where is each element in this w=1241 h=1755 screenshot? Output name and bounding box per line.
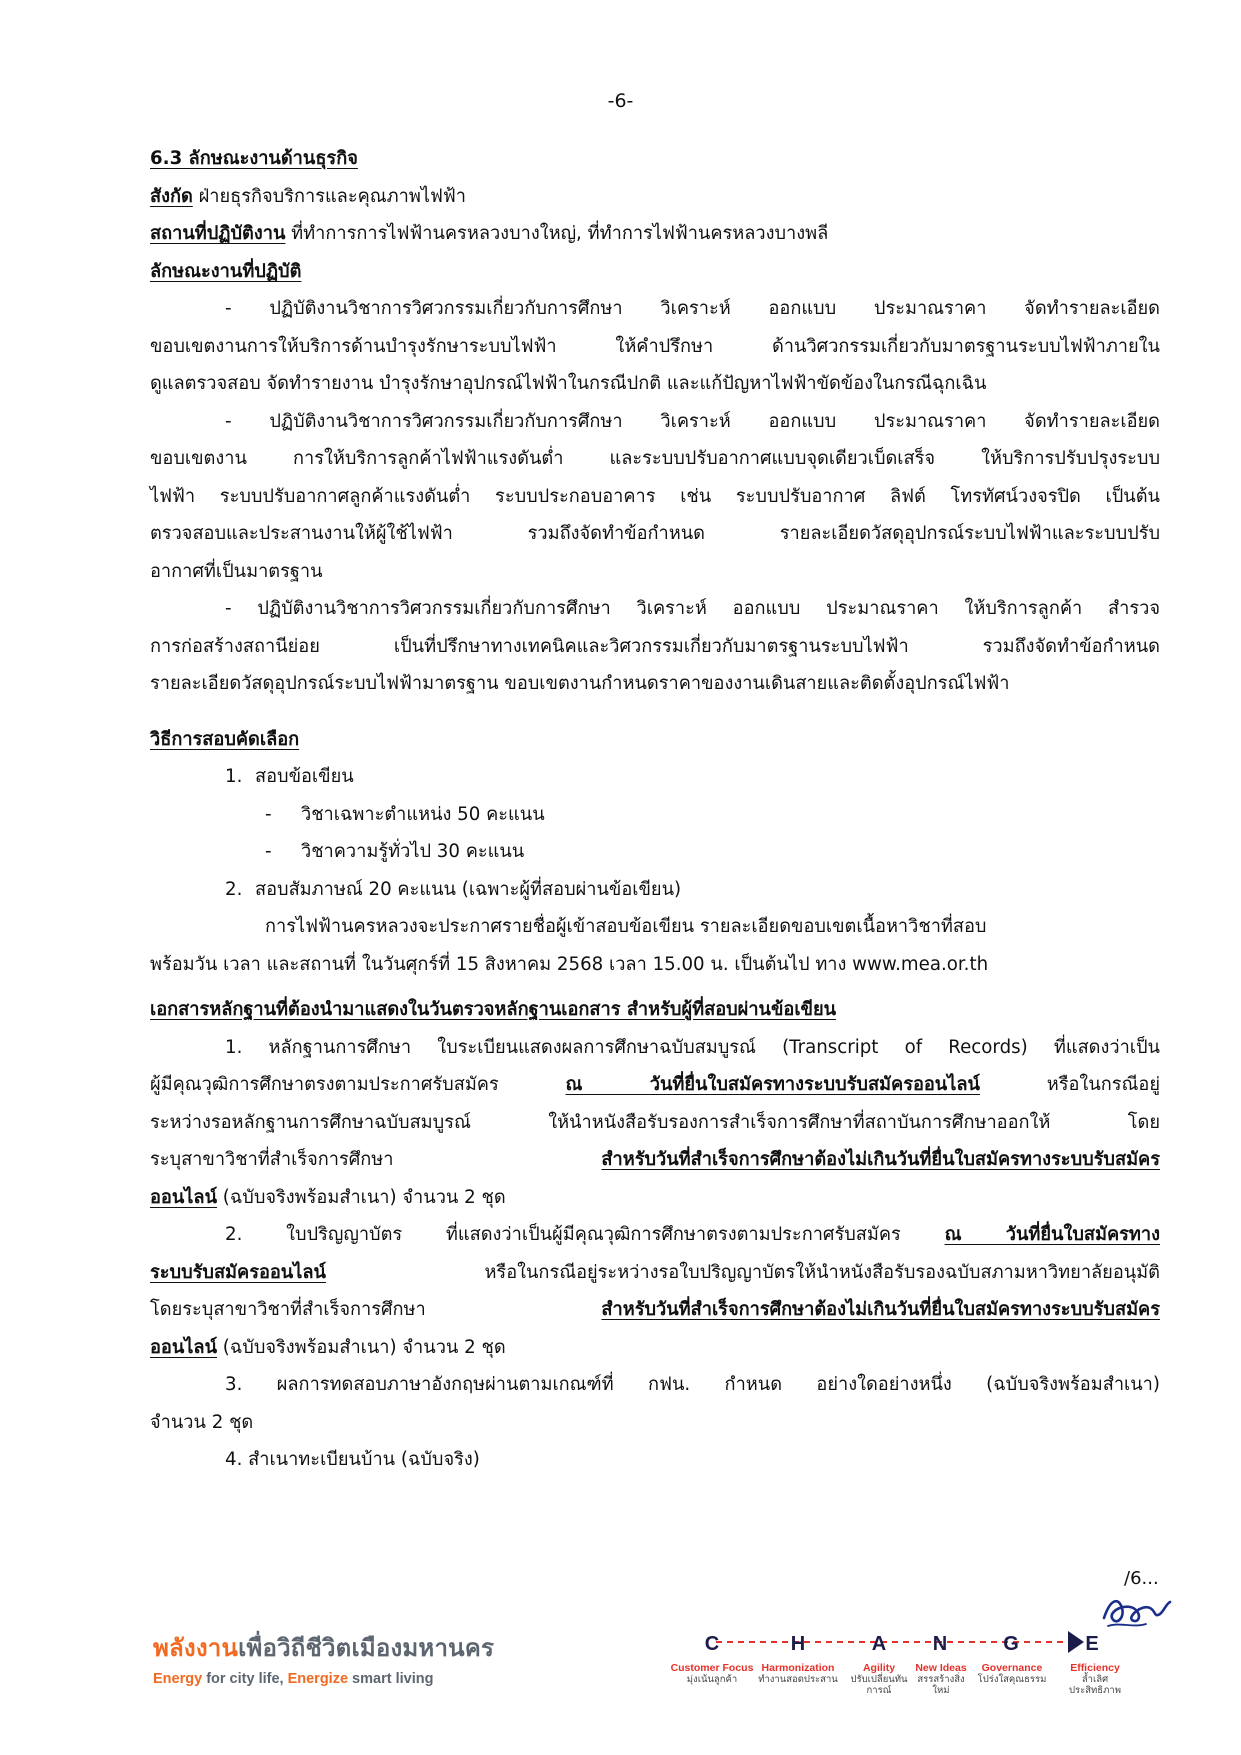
duty3-line2: การก่อสร้างสถานีย่อย เป็นที่ปรึกษาทางเทคนิคและวิศวกรรมเกี่ยวกับมาตรฐานระบบไฟฟ้า รวมถึงจัดทำข้อกำหนด <box>150 635 1160 657</box>
change-values-logo <box>670 1622 1136 1732</box>
change-letter-g: G <box>1003 1633 1019 1655</box>
doc3-line2: จำนวน 2 ชุด <box>150 1411 254 1433</box>
selection-item-2-number: 2. <box>225 878 243 900</box>
doc2-text: หรือในกรณีอยู่ระหว่างรอใบปริญญาบัตรให้นำหนังสือรับรองฉบับสภามหาวิทยาลัยอนุมัติ <box>325 1261 1160 1283</box>
brand-english-slogan <box>153 1671 494 1687</box>
location-value: ที่ทำการการไฟฟ้านครหลวงบางใหญ่, ที่ทำการไฟฟ้านครหลวงบางพลี <box>285 223 829 244</box>
doc2-line1 <box>150 1216 1160 1254</box>
announcement-line2: พร้อมวัน เวลา และสถานที่ ในวันศุกร์ที่ 15 สิงหาคม 2568 เวลา 15.00 น. เป็นต้นไป ทาง www.mea.or.th <box>150 953 989 975</box>
value-th: ปรับเปลี่ยนทันการณ์ <box>850 1674 908 1696</box>
value-th: ทำงานสอดประสาน <box>758 1674 838 1685</box>
page-number: -6- <box>607 90 634 112</box>
doc2-text: โดยระบุสาขาวิชาที่สำเร็จการศึกษา <box>150 1299 602 1320</box>
doc1-emphasis: สำหรับวันที่สำเร็จการศึกษาต้องไม่เกินวันที่ยื่นใบสมัครทางระบบรับสมัคร <box>601 1149 1160 1170</box>
affiliation-label: สังกัด <box>150 185 193 207</box>
value-en: Harmonization <box>761 1662 835 1674</box>
duty1-line2: ขอบเขตงานการให้บริการด้านบำรุงรักษาระบบไฟฟ้า ให้คำปรึกษา ด้านวิศวกรรมเกี่ยวกับมาตรฐานระบบไฟฟ้าภายใน <box>150 335 1160 357</box>
section-heading: 6.3 ลักษณะงานด้านธุรกิจ <box>150 148 358 169</box>
work-location <box>150 215 1160 253</box>
doc1-line5 <box>150 1179 1160 1217</box>
value-harmonization <box>756 1662 840 1685</box>
doc1-line2 <box>150 1066 1160 1104</box>
doc1-line3: ระหว่างรอหลักฐานการศึกษาฉบับสมบูรณ์ ให้นำหนังสือรับรองการสำเร็จการศึกษาที่สถาบันการศึกษาออกให้ โดย <box>150 1111 1160 1133</box>
doc1-text: ผู้มีคุณวุฒิการศึกษาตรงตามประกาศรับสมัคร <box>150 1074 566 1095</box>
documents-heading: เอกสารหลักฐานที่ต้องนำมาแสดงในวันตรวจหลักฐานเอกสาร สำหรับผู้ที่สอบผ่านข้อเขียน <box>150 999 837 1020</box>
value-efficiency <box>1062 1662 1128 1696</box>
doc2-emphasis: ออนไลน์ <box>150 1336 218 1358</box>
selection-sub-2-text: วิชาความรู้ทั่วไป 30 คะแนน <box>301 841 525 862</box>
duty1-line1: - ปฏิบัติงานวิชาการวิศวกรรมเกี่ยวกับการศึกษา วิเคราะห์ ออกแบบ ประมาณราคา จัดทำรายละเอียด <box>225 298 1160 319</box>
selection-item-1-number: 1. <box>225 766 243 787</box>
selection-heading: วิธีการสอบคัดเลือก <box>150 728 300 750</box>
change-letter-h: H <box>790 1633 806 1655</box>
brand-en-part: Energy <box>153 1671 203 1687</box>
affiliation <box>150 178 1160 216</box>
doc2-text: 2. ใบปริญญาบัตร ที่แสดงว่าเป็นผู้มีคุณวุฒิการศึกษาตรงตามประกาศรับสมัคร <box>225 1224 945 1245</box>
mea-brand <box>153 1628 494 1687</box>
doc2-line4 <box>150 1329 1160 1367</box>
brand-en-part: smart living <box>348 1671 434 1687</box>
value-th: โปร่งใสคุณธรรม <box>977 1674 1047 1685</box>
selection-sub-1-text: วิชาเฉพาะตำแหน่ง 50 คะแนน <box>301 803 545 825</box>
bullet-dash: - <box>265 841 272 862</box>
value-governance <box>976 1662 1048 1685</box>
value-new-ideas <box>912 1662 970 1696</box>
doc1-emphasis: ออนไลน์ <box>150 1186 218 1208</box>
value-th: ล้ำเลิศประสิทธิภาพ <box>1069 1674 1121 1696</box>
doc3-line1: 3. ผลการทดสอบภาษาอังกฤษผ่านตามเกณฑ์ที่ กฟน. กำหนด อย่างใดอย่างหนึ่ง (ฉบับจริงพร้อมสำเนา) <box>225 1374 1160 1395</box>
duty2-line2: ขอบเขตงาน การให้บริการลูกค้าไฟฟ้าแรงดันต่ำ และระบบปรับอากาศแบบจุดเดียวเบ็ดเสร็จ ให้บริการปรับปรุงระบบ <box>150 448 1160 469</box>
brand-en-part: Energize <box>287 1671 349 1687</box>
doc2-line3 <box>150 1291 1160 1329</box>
doc2-emphasis: สำหรับวันที่สำเร็จการศึกษาต้องไม่เกินวันที่ยื่นใบสมัครทางระบบรับสมัคร <box>601 1299 1160 1320</box>
value-en: Governance <box>981 1662 1043 1674</box>
doc2-emphasis: ณ วันที่ยื่นใบสมัครทาง <box>944 1224 1160 1245</box>
value-en: New Ideas <box>915 1662 967 1674</box>
doc2-line2 <box>150 1254 1160 1292</box>
brand-thai-gray: เพื่อวิถีชีวิตเมืองมหานคร <box>238 1635 495 1662</box>
affiliation-value: ฝ่ายธุรกิจบริการและคุณภาพไฟฟ้า <box>192 185 466 207</box>
announcement-line1: การไฟฟ้านครหลวงจะประกาศรายชื่อผู้เข้าสอบข้อเขียน รายละเอียดขอบเขตเนื้อหาวิชาที่สอบ <box>265 916 987 937</box>
value-th: มุ่งเน้นลูกค้า <box>686 1674 738 1685</box>
selection-item-1-text: สอบข้อเขียน <box>255 766 354 787</box>
doc1-text: (ฉบับจริงพร้อมสำเนา) จำนวน 2 ชุด <box>217 1186 506 1208</box>
duty1-line3: ดูแลตรวจสอบ จัดทำรายงาน บำรุงรักษาอุปกรณ์ไฟฟ้าในกรณีปกติ และแก้ปัญหาไฟฟ้าขัดข้องในกรณีฉุกเฉิน <box>150 373 987 394</box>
value-en: Agility <box>862 1662 896 1674</box>
brand-thai-slogan <box>153 1628 494 1667</box>
value-customer-focus <box>668 1662 756 1685</box>
doc2-emphasis: ระบบรับสมัครออนไลน์ <box>150 1261 326 1283</box>
doc2-text: (ฉบับจริงพร้อมสำเนา) จำนวน 2 ชุด <box>217 1336 506 1358</box>
selection-item-2 <box>150 871 1160 909</box>
change-letter-a: A <box>871 1633 887 1655</box>
location-label: สถานที่ปฏิบัติงาน <box>150 223 286 244</box>
document-body <box>150 140 1160 1479</box>
bullet-dash: - <box>265 803 272 825</box>
doc1-text: หรือในกรณีอยู่ <box>979 1074 1160 1095</box>
duty3-line1: - ปฏิบัติงานวิชาการวิศวกรรมเกี่ยวกับการศึกษา วิเคราะห์ ออกแบบ ประมาณราคา ให้บริการลูกค้า สำรวจ <box>225 598 1160 619</box>
continued-marker: /6... <box>1124 1568 1159 1589</box>
duty3-line3: รายละเอียดวัสดุอุปกรณ์ระบบไฟฟ้ามาตรฐาน ขอบเขตงานกำหนดราคาของงานเดินสายและติดตั้งอุปกรณ์ไฟฟ้า <box>150 673 1010 694</box>
duties-label: ลักษณะงานที่ปฏิบัติ <box>150 260 302 282</box>
duty2-line1: - ปฏิบัติงานวิชาการวิศวกรรมเกี่ยวกับการศึกษา วิเคราะห์ ออกแบบ ประมาณราคา จัดทำรายละเอียด <box>225 410 1160 432</box>
value-th: สรรสร้างสิ่งใหม่ <box>917 1674 965 1696</box>
doc1-text: ระบุสาขาวิชาที่สำเร็จการศึกษา <box>150 1149 602 1170</box>
doc1-line1: 1. หลักฐานการศึกษา ใบระเบียนแสดงผลการศึกษาฉบับสมบูรณ์ (Transcript of Records) ที่แสดงว่าเป็น <box>225 1036 1160 1058</box>
change-letters-graphic <box>676 1622 1136 1662</box>
doc1-emphasis: ณ วันที่ยื่นใบสมัครทางระบบรับสมัครออนไลน์ <box>565 1074 980 1095</box>
value-en: Customer Focus <box>670 1662 754 1674</box>
selection-item-2-text: สอบสัมภาษณ์ 20 คะแนน (เฉพาะผู้ที่สอบผ่านข้อเขียน) <box>255 878 682 900</box>
doc1-line4 <box>150 1141 1160 1179</box>
brand-en-part: for city life, <box>202 1671 288 1687</box>
brand-thai-orange: พลังงาน <box>153 1635 239 1662</box>
duty2-line3: ไฟฟ้า ระบบปรับอากาศลูกค้าแรงดันต่ำ ระบบประกอบอาคาร เช่น ระบบปรับอากาศ ลิฟต์ โทรทัศน์วงจรปิด เป็นต้น <box>150 485 1160 507</box>
selection-sub-1 <box>150 796 1160 834</box>
doc4-line1: 4. สำเนาทะเบียนบ้าน (ฉบับจริง) <box>225 1449 480 1470</box>
duty2-line5: อากาศที่เป็นมาตรฐาน <box>150 560 323 582</box>
duty2-line4: ตรวจสอบและประสานงานให้ผู้ใช้ไฟฟ้า รวมถึงจัดทำข้อกำหนด รายละเอียดวัสดุอุปกรณ์ระบบไฟฟ้าและระบบปรับ <box>150 523 1160 544</box>
selection-sub-2 <box>150 833 1160 871</box>
change-letter-e: E <box>1085 1633 1099 1655</box>
value-en: Efficiency <box>1070 1662 1120 1674</box>
selection-item-1 <box>150 758 1160 796</box>
change-letter-n: N <box>932 1633 948 1655</box>
value-agility <box>848 1662 910 1696</box>
change-letter-c: C <box>704 1633 720 1655</box>
